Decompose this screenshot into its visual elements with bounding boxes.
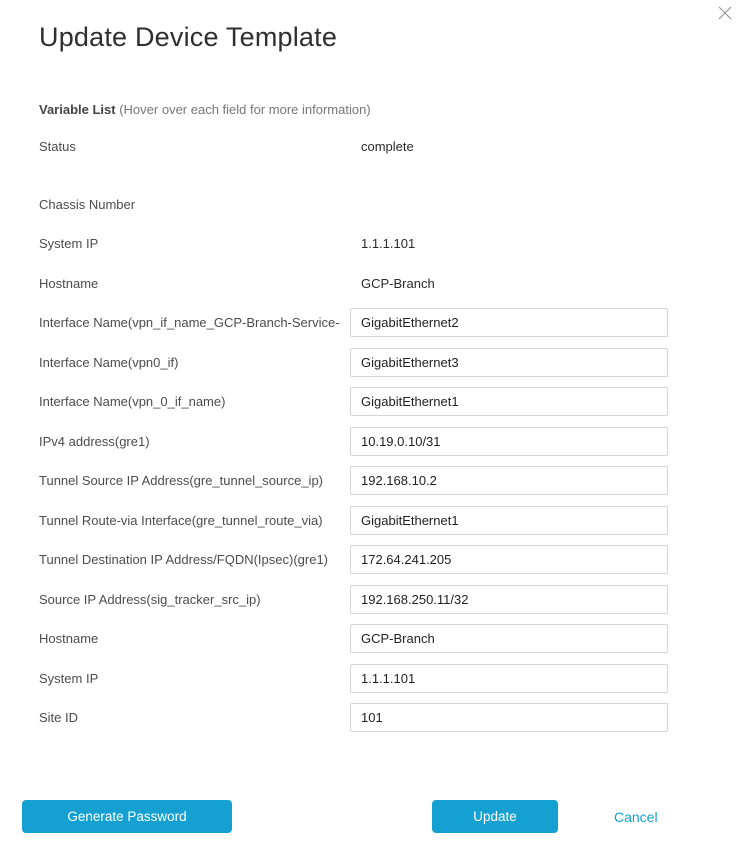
system-ip-input[interactable] — [350, 664, 668, 693]
variable-list — [0, 127, 752, 738]
field-row-site-id — [0, 698, 752, 738]
variable-list-heading: Variable List — [39, 102, 116, 117]
tunnel-route-via-input[interactable] — [350, 506, 668, 535]
label-system-ip-2: System IP — [39, 670, 99, 686]
label-interface-name-service: Interface Name(vpn_if_name_GCP-Branch-Service- — [39, 315, 340, 331]
modal-footer — [0, 800, 752, 834]
close-x-glyph — [718, 6, 732, 20]
label-hostname: Hostname — [39, 275, 99, 291]
field-row-interface-name-vpn0-if — [0, 343, 752, 383]
variable-list-header — [39, 102, 752, 118]
field-row-ipv4-address-gre1 — [0, 422, 752, 462]
source-ip-tracker-input[interactable] — [350, 585, 668, 614]
label-tunnel-destination-ip: Tunnel Destination IP Address/FQDN(Ipsec)(gre1) — [39, 552, 329, 568]
interface-name-service-input[interactable] — [350, 308, 668, 337]
hostname-value: GCP-Branch — [361, 275, 435, 291]
status-value: complete — [361, 139, 414, 155]
field-row-system-ip-input — [0, 659, 752, 699]
field-row-system-ip — [0, 224, 752, 264]
label-source-ip-tracker: Source IP Address(sig_tracker_src_ip) — [39, 591, 261, 607]
label-interface-name-vpn-0-if-name: Interface Name(vpn_0_if_name) — [39, 394, 226, 410]
label-hostname-2: Hostname — [39, 631, 99, 647]
field-row-hostname — [0, 264, 752, 304]
close-icon[interactable] — [717, 5, 733, 21]
field-row-tunnel-source-ip — [0, 461, 752, 501]
field-row-source-ip-tracker — [0, 580, 752, 620]
variable-list-hint: (Hover over each field for more information) — [119, 102, 371, 117]
site-id-input[interactable] — [350, 703, 668, 732]
field-row-hostname-input — [0, 619, 752, 659]
generate-password-button[interactable]: Generate Password — [22, 800, 232, 833]
tunnel-source-ip-input[interactable] — [350, 466, 668, 495]
field-row-interface-name-service — [0, 303, 752, 343]
label-site-id: Site ID — [39, 710, 79, 726]
system-ip-value: 1.1.1.101 — [361, 236, 416, 252]
field-row-tunnel-route-via — [0, 501, 752, 541]
label-chassis-number: Chassis Number — [39, 196, 136, 212]
cancel-link[interactable]: Cancel — [614, 808, 658, 825]
update-button[interactable]: Update — [432, 800, 558, 833]
interface-name-vpn0-if-input[interactable] — [350, 348, 668, 377]
label-tunnel-source-ip: Tunnel Source IP Address(gre_tunnel_source_ip) — [39, 473, 324, 489]
interface-name-vpn-0-if-name-input[interactable] — [350, 387, 668, 416]
label-interface-name-vpn0-if: Interface Name(vpn0_if) — [39, 354, 179, 370]
label-system-ip: System IP — [39, 236, 99, 252]
tunnel-destination-ip-input[interactable] — [350, 545, 668, 574]
page-title: Update Device Template — [39, 22, 338, 52]
field-row-status — [0, 127, 752, 167]
hostname-input[interactable] — [350, 624, 668, 653]
label-ipv4-address-gre1: IPv4 address(gre1) — [39, 433, 150, 449]
label-tunnel-route-via: Tunnel Route-via Interface(gre_tunnel_route_via) — [39, 512, 323, 528]
field-row-interface-name-vpn-0-if-name — [0, 382, 752, 422]
ipv4-address-gre1-input[interactable] — [350, 427, 668, 456]
label-status: Status — [39, 139, 76, 155]
field-row-chassis-number — [0, 185, 752, 225]
field-row-tunnel-destination-ip — [0, 540, 752, 580]
